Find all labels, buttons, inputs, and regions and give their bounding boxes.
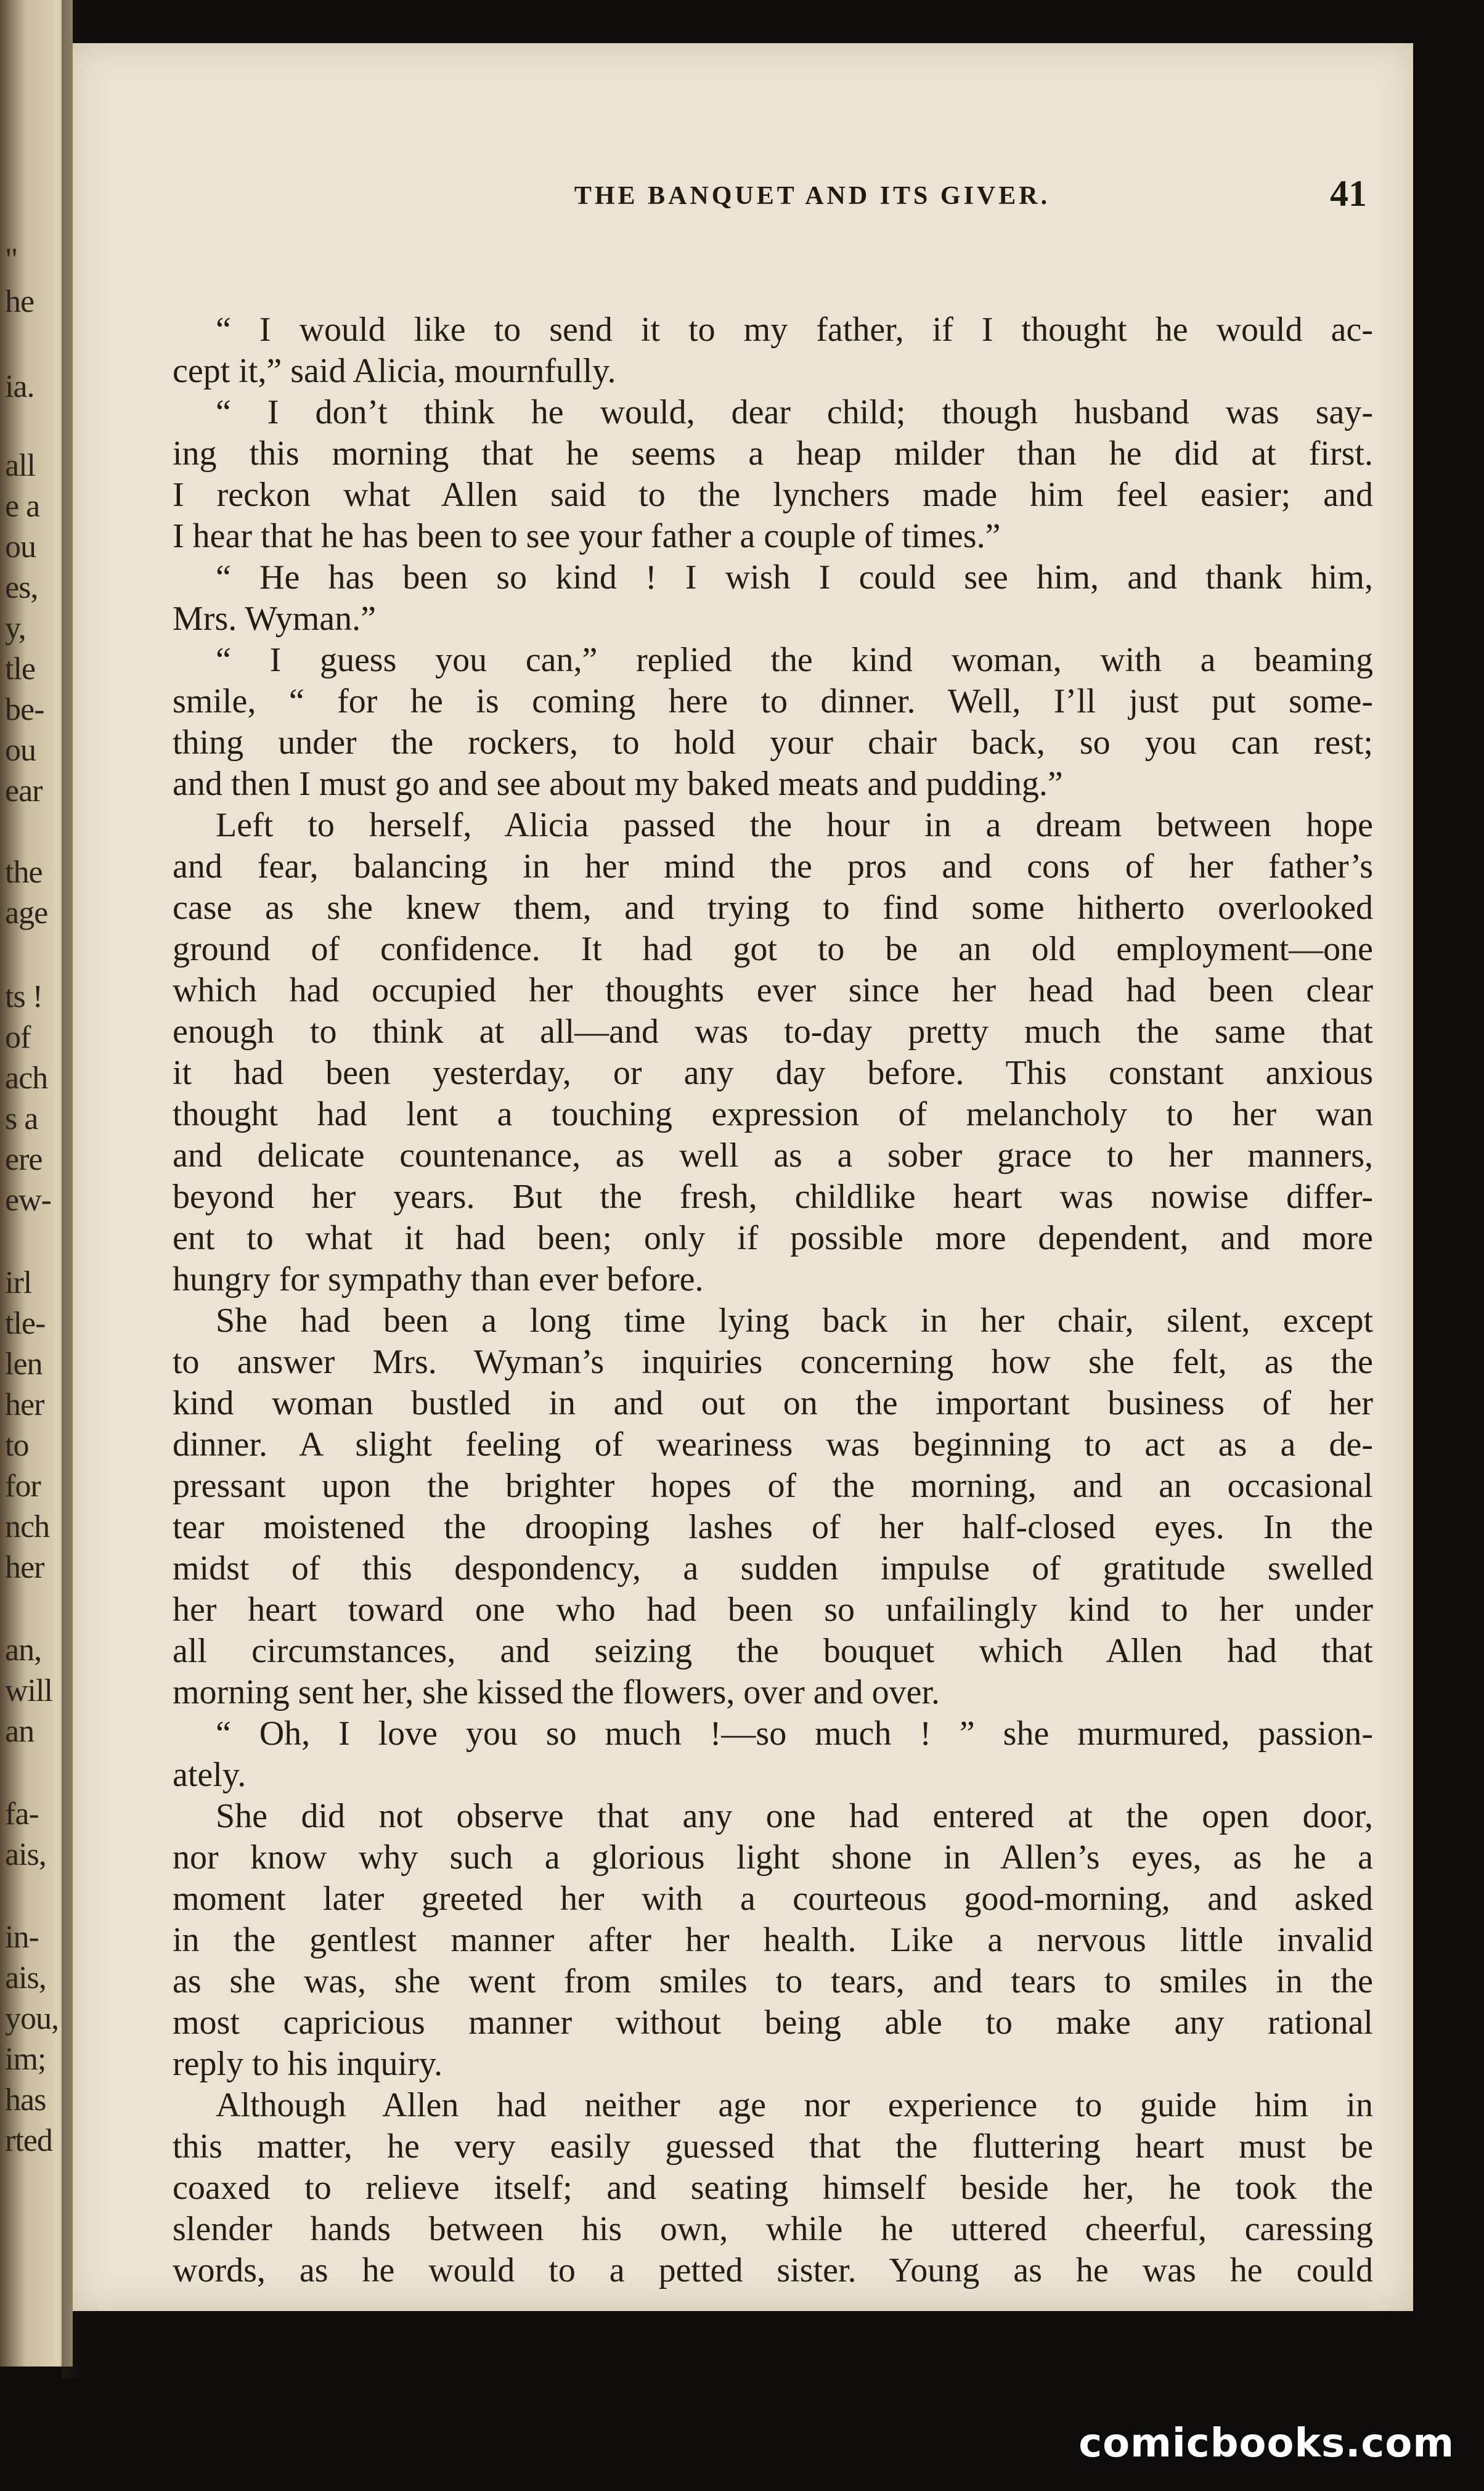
text-line: ground of confidence. It had got to be an old employment—one (173, 930, 1373, 968)
body-text (173, 309, 1373, 2291)
text-line: all circumstances, and seizing the bouquet which Allen had that (173, 1632, 1373, 1670)
margin-fragment: irl (5, 1265, 32, 1300)
margin-fragment: rted (5, 2123, 52, 2158)
text-line: thought had lent a touching expression of melancholy to her wan (173, 1095, 1373, 1133)
text-line: as she was, she went from smiles to tears, and tears to smiles in the (173, 1962, 1373, 2000)
margin-fragment: her (5, 1387, 44, 1422)
book-page (73, 43, 1413, 2311)
text-line: She had been a long time lying back in her chair, silent, except (216, 1302, 1373, 1340)
text-line: it had been yesterday, or any day before. This constant anxious (173, 1054, 1373, 1092)
margin-fragment: ear (5, 773, 43, 809)
text-line: dinner. A slight feeling of weariness was beginning to act as a de- (173, 1425, 1373, 1464)
text-line: to answer Mrs. Wyman’s inquiries concerning how she felt, as the (173, 1343, 1373, 1381)
text-line: words, as he would to a petted sister. Young as he was he could (173, 2251, 1373, 2289)
running-head: THE BANQUET AND ITS GIVER. (574, 182, 1051, 210)
margin-fragment: len (5, 1347, 43, 1382)
margin-fragment: ia. (5, 369, 35, 404)
text-line: “ Oh, I love you so much !—so much ! ” she murmured, passion- (216, 1714, 1373, 1753)
text-line: I reckon what Allen said to the lynchers made him feel easier; and (173, 476, 1373, 514)
margin-fragment: will (5, 1673, 52, 1708)
text-line: and delicate countenance, as well as a sober grace to her manners, (173, 1136, 1373, 1175)
margin-fragment: has (5, 2082, 46, 2118)
text-line: cept it,” said Alicia, mournfully. (173, 352, 616, 390)
margin-fragment: tle (5, 651, 35, 687)
margin-fragment: ere (5, 1142, 43, 1177)
margin-fragment: im; (5, 2042, 46, 2077)
text-line: moment later greeted her with a courteous good-morning, and asked (173, 1880, 1373, 1918)
text-line: in the gentlest manner after her health. Like a nervous little invalid (173, 1921, 1373, 1959)
text-line: most capricious manner without being able to make any rational (173, 2004, 1373, 2042)
margin-fragment: in- (5, 1920, 39, 1955)
margin-fragment: he (5, 284, 35, 319)
margin-fragment: to (5, 1428, 29, 1463)
text-line: her heart toward one who had been so unfailingly kind to her under (173, 1591, 1373, 1629)
margin-fragment: an (5, 1714, 35, 1749)
text-line: thing under the rockers, to hold your chair back, so you can rest; (173, 724, 1373, 762)
margin-fragment: nch (5, 1509, 50, 1544)
margin-fragment: of (5, 1020, 31, 1055)
text-line: smile, “ for he is coming here to dinner. Well, I’ll just put some- (173, 682, 1373, 720)
text-line: ing this morning that he seems a heap milder than he did at first. (173, 434, 1373, 473)
text-line: and then I must go and see about my baked meats and pudding.” (173, 765, 1063, 803)
text-line: Left to herself, Alicia passed the hour in a dream between hope (216, 806, 1373, 844)
margin-fragment: you, (5, 2001, 59, 2036)
margin-fragment: age (5, 895, 48, 931)
text-line: Mrs. Wyman.” (173, 600, 376, 638)
margin-fragment: ais, (5, 1960, 46, 1996)
text-line: nor know why such a glorious light shone in Allen’s eyes, as he a (173, 1838, 1373, 1877)
text-line: kind woman bustled in and out on the important business of her (173, 1384, 1373, 1422)
margin-fragment: y, (5, 611, 26, 646)
text-line: “ I don’t think he would, dear child; though husband was say- (216, 393, 1373, 431)
margin-fragment: ew- (5, 1183, 51, 1218)
margin-fragment: ou (5, 733, 36, 768)
text-line: “ I would like to send it to my father, if I thought he would ac- (216, 311, 1373, 349)
margin-fragment: s a (5, 1101, 38, 1136)
text-line: I hear that he has been to see your father a couple of times.” (173, 517, 1001, 555)
text-line: hungry for sympathy than ever before. (173, 1260, 704, 1298)
text-line: slender hands between his own, while he uttered cheerful, caressing (173, 2210, 1373, 2248)
page-number: 41 (1330, 173, 1367, 214)
margin-fragment: for (5, 1469, 41, 1504)
margin-fragment: her (5, 1550, 44, 1585)
margin-fragment: tle- (5, 1306, 46, 1341)
margin-fragment: " (5, 242, 18, 277)
margin-fragment: ou (5, 529, 36, 565)
margin-fragment: es, (5, 570, 38, 605)
text-line: reply to his inquiry. (173, 2045, 443, 2083)
text-line: beyond her years. But the fresh, childlike heart was nowise differ- (173, 1178, 1373, 1216)
margin-fragment: all (5, 448, 35, 483)
margin-fragment: ts ! (5, 979, 43, 1014)
text-line: case as she knew them, and trying to find some hitherto overlooked (173, 889, 1373, 927)
text-line: Although Allen had neither age nor experience to guide him in (216, 2086, 1373, 2124)
text-line: ately. (173, 1756, 247, 1794)
text-line: “ He has been so kind ! I wish I could see him, and thank him, (216, 558, 1373, 597)
margin-fragment: ach (5, 1061, 48, 1096)
text-line: and fear, balancing in her mind the pros and cons of her father’s (173, 847, 1373, 886)
page-header (442, 173, 1367, 222)
text-line: ent to what it had been; only if possible more dependent, and more (173, 1219, 1373, 1257)
text-line: midst of this despondency, a sudden impulse of gratitude swelled (173, 1549, 1373, 1588)
margin-fragment: the (5, 855, 43, 890)
watermark: comicbooks.com (1078, 2421, 1454, 2466)
text-line: coaxed to relieve itself; and seating himself beside her, he took the (173, 2169, 1373, 2207)
text-line: tear moistened the drooping lashes of her half-closed eyes. In the (173, 1508, 1373, 1546)
margin-fragment: fa- (5, 1796, 39, 1832)
text-line: enough to think at all—and was to-day pretty much the same that (173, 1013, 1373, 1051)
margin-fragment: ais, (5, 1837, 46, 1872)
margin-fragment: be- (5, 692, 44, 727)
text-line: pressant upon the brighter hopes of the morning, and an occasional (173, 1467, 1373, 1505)
text-line: morning sent her, she kissed the flowers, over and over. (173, 1673, 940, 1711)
text-line: which had occupied her thoughts ever since her head had been clear (173, 971, 1373, 1009)
text-line: She did not observe that any one had entered at the open door, (216, 1797, 1373, 1835)
margin-fragment: e a (5, 489, 40, 524)
margin-fragment: an, (5, 1633, 42, 1668)
text-line: “ I guess you can,” replied the kind woman, with a beaming (216, 641, 1373, 679)
text-line: this matter, he very easily guessed that the fluttering heart must be (173, 2127, 1373, 2166)
